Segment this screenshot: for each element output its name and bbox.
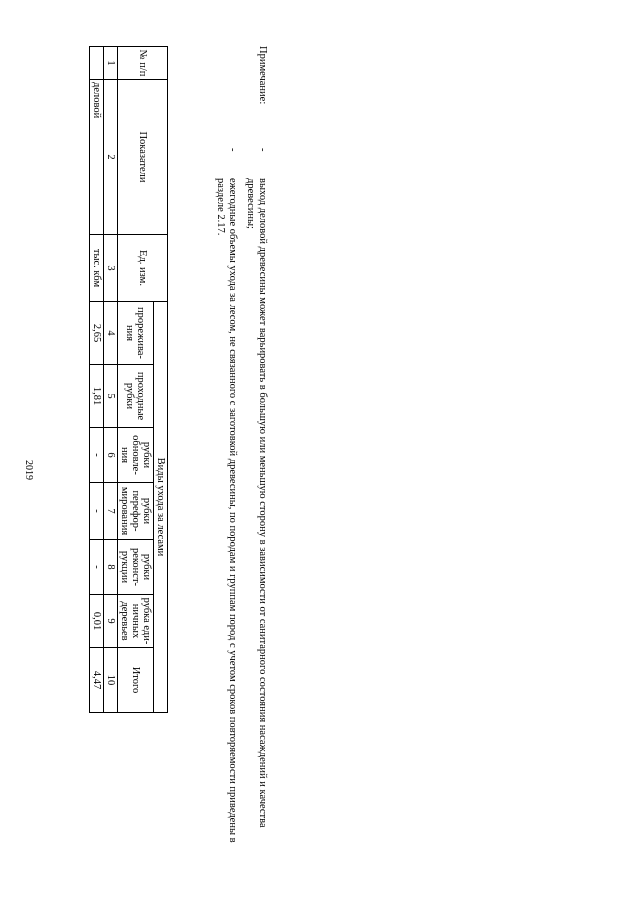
header-type: прорежива-ния <box>117 302 153 365</box>
note-item <box>244 46 268 846</box>
notes-label: Примечание: <box>257 46 268 105</box>
row-indicator-cell: деловой <box>89 80 103 235</box>
row-value-cell: - <box>89 428 103 483</box>
note-bullet: - <box>227 148 238 152</box>
table-row <box>89 47 103 713</box>
rotated-page-content <box>28 30 268 890</box>
column-number: 7 <box>103 483 117 540</box>
column-number: 5 <box>103 365 117 428</box>
page-number: 2019 <box>23 460 34 480</box>
note-text: выход деловой древесины может варьировать в большую или меньшую сторону в зависимости от санитарного состояния насаждений и качества древесины; <box>244 178 268 828</box>
column-number: 1 <box>103 47 117 80</box>
header-type: рубка еди-ничных деревьев <box>117 595 153 648</box>
column-number: 3 <box>103 235 117 302</box>
header-unit: Ед. изм. <box>117 235 167 302</box>
row-unit-cell: тыс. кбм <box>89 235 103 302</box>
column-number: 8 <box>103 540 117 595</box>
table-header-row <box>153 47 167 713</box>
table-numbering-row <box>103 47 117 713</box>
header-type: рубки обновле-ния <box>117 428 153 483</box>
header-type: рубки перефор-мирования <box>117 483 153 540</box>
column-number: 9 <box>103 595 117 648</box>
column-number: 4 <box>103 302 117 365</box>
note-bullet: - <box>257 148 268 152</box>
row-value-cell: - <box>89 540 103 595</box>
row-total-cell: 4,47 <box>89 648 103 713</box>
note-item <box>214 46 238 846</box>
header-type: проходные рубки <box>117 365 153 428</box>
header-no: № п/п <box>117 47 167 80</box>
header-total: Итого <box>117 648 153 713</box>
column-number: 2 <box>103 80 117 235</box>
forest-care-table <box>89 46 168 713</box>
column-number: 10 <box>103 648 117 713</box>
row-value-cell: 1,81 <box>89 365 103 428</box>
column-number: 6 <box>103 428 117 483</box>
header-indicator: Показатели <box>117 80 167 235</box>
header-type: рубки реконст-рукции <box>117 540 153 595</box>
note-text: ежегодные объемы ухода за лесом, не связанного с заготовкой древесины, по породам и группам пород с учетом сроков повторяемости приведены в разделе 2.17. <box>214 178 238 843</box>
row-value-cell: 2,65 <box>89 302 103 365</box>
row-value-cell: - <box>89 483 103 540</box>
row-value-cell: 0,01 <box>89 595 103 648</box>
row-no-cell <box>89 47 103 80</box>
header-group: Виды ухода за лесами <box>153 302 167 713</box>
